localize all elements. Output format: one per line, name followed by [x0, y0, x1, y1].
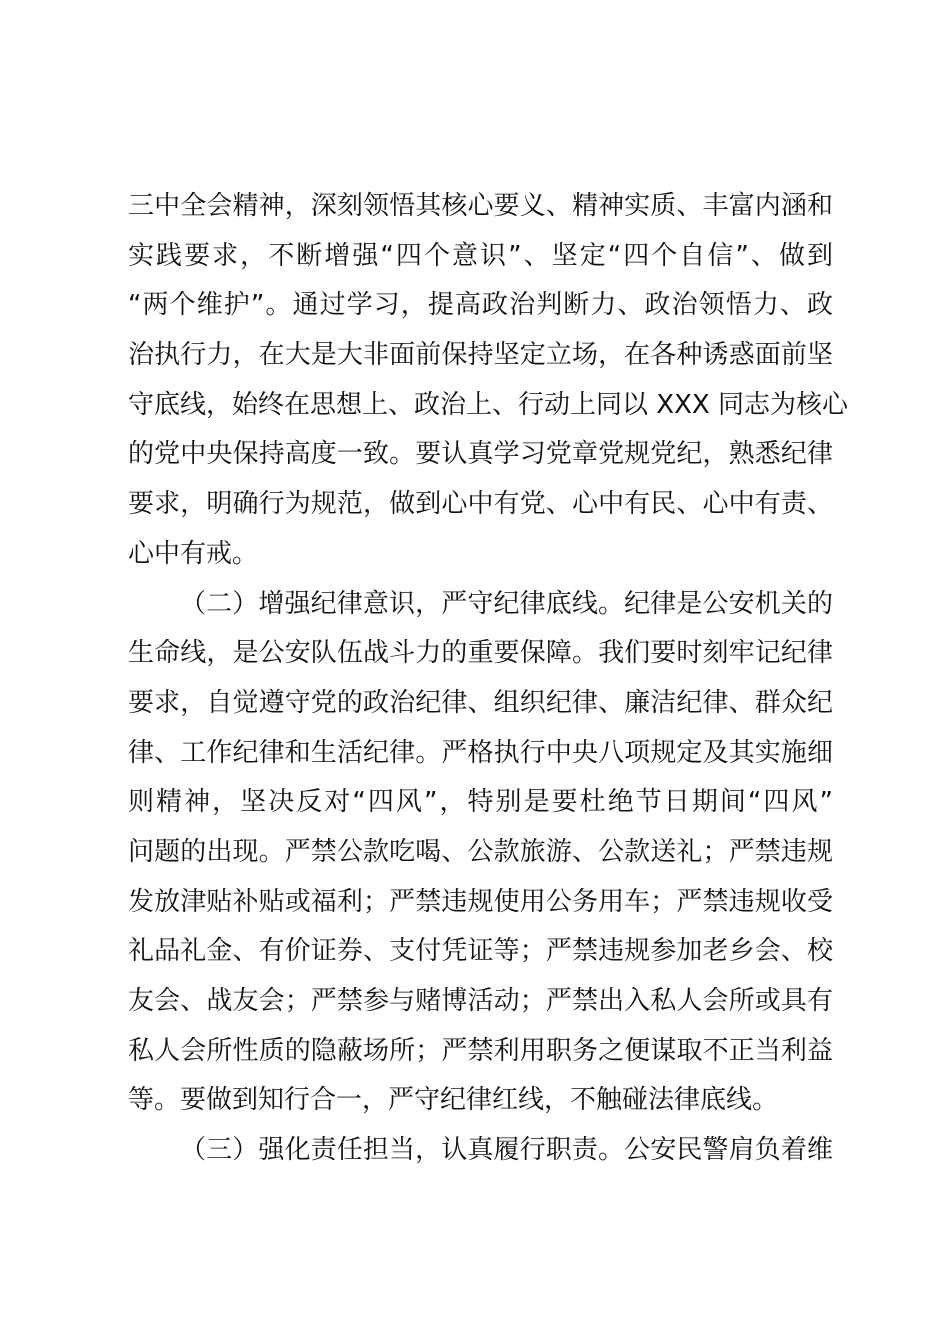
text-line: 要求，自觉遵守党的政治纪律、组织纪律、廉洁纪律、群众纪 — [128, 687, 833, 718]
text-line: 等。要做到知行合一，严守纪律红线，不触碰法律底线。 — [128, 1085, 779, 1116]
text-line: 私人会所性质的隐蔽场所；严禁利用职务之便谋取不正当利益 — [128, 1035, 833, 1066]
text-line: 礼品礼金、有价证券、支付凭证等；严禁违规参加老乡会、校 — [128, 936, 833, 967]
text-line: 则精神，坚决反对“四风”，特别是要杜绝节日期间“四风” — [128, 787, 833, 818]
text-line: 发放津贴补贴或福利；严禁违规使用公务用车；严禁违规收受 — [128, 886, 833, 917]
text-line: 问题的出现。严禁公款吃喝、公款旅游、公款送礼；严禁违规 — [128, 836, 833, 867]
text-line: 律、工作纪律和生活纪律。严格执行中央八项规定及其实施细 — [128, 737, 833, 768]
text-line: 治执行力，在大是大非面前保持坚定立场，在各种诱惑面前坚 — [128, 340, 833, 371]
text-line: 三中全会精神，深刻领悟其核心要义、精神实质、丰富内涵和 — [128, 191, 833, 221]
text-line: 生命线，是公安队伍战斗力的重要保障。我们要时刻牢记纪律 — [128, 638, 833, 669]
text-line: 实践要求，不断增强“四个意识”、坚定“四个自信”、做到 — [128, 240, 833, 271]
text-line: “两个维护”。通过学习，提高政治判断力、政治领悟力、政 — [128, 290, 833, 321]
paragraph-heading-3: （三）强化责任担当，认真履行职责。公安民警肩负着维 — [180, 1135, 833, 1166]
text-line: 的党中央保持高度一致。要认真学习党章党规党纪，熟悉纪律 — [128, 439, 833, 470]
text-line: 友会、战友会；严禁参与赌博活动；严禁出入私人会所或具有 — [128, 986, 833, 1016]
text-line: 守底线，始终在思想上、政治上、行动上同以 XXX 同志为核心 — [128, 389, 848, 420]
paragraph-heading-2: （二）增强纪律意识，严守纪律底线。纪律是公安机关的 — [180, 588, 833, 619]
text-line: 要求，明确行为规范，做到心中有党、心中有民、心中有责、 — [128, 489, 833, 520]
text-line: 心中有戒。 — [128, 538, 259, 569]
body-text — [128, 182, 848, 1176]
